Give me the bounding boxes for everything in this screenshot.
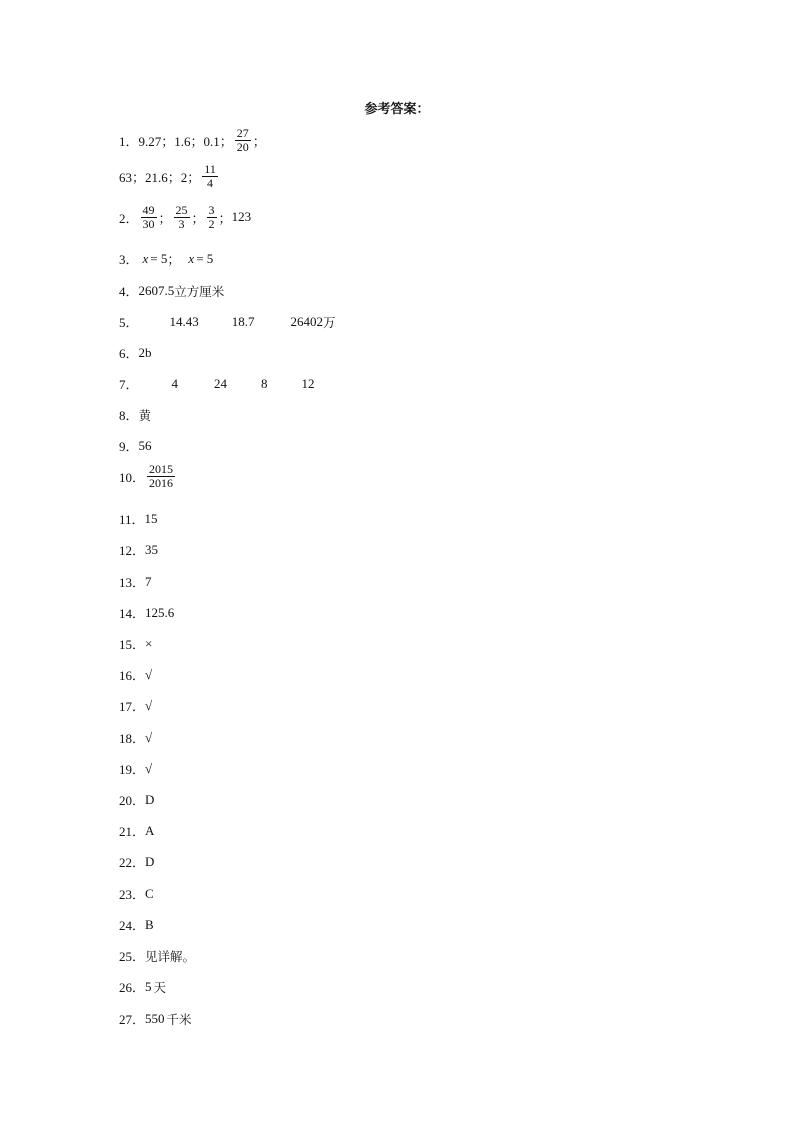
- fraction: [207, 204, 217, 230]
- answer-value: 5: [145, 978, 152, 994]
- answer-13: [119, 572, 152, 591]
- answer-text: A: [145, 822, 155, 838]
- item-number: 21．: [119, 824, 146, 839]
- item-number: 6．: [119, 346, 139, 361]
- answer-17: [119, 696, 152, 715]
- item-number: 7．: [119, 377, 139, 392]
- denominator: 30: [142, 216, 155, 231]
- answer-15: [119, 634, 152, 653]
- variable: x: [142, 250, 149, 266]
- item-number: 9．: [119, 439, 139, 454]
- answer-text: D: [145, 853, 155, 869]
- answer-26: [119, 977, 166, 996]
- fraction: [174, 204, 190, 230]
- answer-1: [119, 127, 266, 153]
- answer-unit: 万: [323, 314, 336, 330]
- denominator: 2016: [149, 475, 174, 490]
- item-number: 11．: [119, 512, 145, 527]
- answer-14: [119, 603, 174, 622]
- answer-3: [119, 249, 213, 268]
- answer-text: 7: [145, 573, 152, 589]
- answer-5: [119, 312, 336, 331]
- numerator: 2015: [149, 462, 174, 476]
- item-number: 2．: [119, 210, 139, 226]
- item-number: 20．: [119, 793, 146, 808]
- answer-value: 8: [261, 375, 268, 391]
- item-number: 4．: [119, 284, 139, 299]
- answer-22: [119, 852, 154, 871]
- numerator: 11: [204, 162, 216, 176]
- numerator: 49: [142, 203, 155, 217]
- denominator: 2: [208, 216, 215, 231]
- numerator: 3: [208, 203, 215, 217]
- answer-value: 4: [171, 375, 179, 391]
- answer-text: 15: [144, 510, 158, 526]
- item-number: 10．: [119, 469, 146, 485]
- equation: = 5: [150, 250, 168, 266]
- numerator: 27: [236, 126, 249, 140]
- item-number: 24．: [119, 918, 146, 933]
- item-number: 1．: [119, 133, 139, 149]
- item-number: 16．: [119, 668, 146, 683]
- answer-text: 2b: [138, 344, 152, 360]
- answer-value: 550: [145, 1010, 165, 1026]
- answer-unit: 天: [153, 979, 167, 995]
- answer-text: 见详解。: [145, 948, 196, 964]
- answer-text: √: [145, 729, 153, 745]
- variable: x: [188, 250, 195, 266]
- item-number: 12．: [119, 543, 146, 558]
- denominator: 3: [178, 216, 185, 231]
- answer-text: D: [145, 791, 155, 807]
- answer-value: 24: [214, 375, 228, 391]
- answer-21: [119, 821, 154, 840]
- answer-text: C: [145, 885, 154, 901]
- answer-9: [119, 436, 152, 455]
- answer-18: [119, 728, 152, 747]
- answer-value: 18.7: [231, 313, 255, 329]
- answer-text: √: [145, 697, 153, 713]
- denominator: 4: [207, 175, 214, 190]
- answer-16: [119, 665, 152, 684]
- item-number: 8．: [119, 408, 139, 423]
- item-number: 15．: [119, 637, 146, 652]
- fraction: [147, 463, 175, 489]
- answer-text: B: [145, 916, 154, 932]
- item-number: 23．: [119, 887, 146, 902]
- answer-text: √: [145, 666, 153, 682]
- item-number: 27．: [119, 1012, 146, 1027]
- answer-27: [119, 1009, 192, 1028]
- answer-24: [119, 915, 154, 934]
- answer-text: 9.27；1.6；0.1；: [138, 133, 233, 149]
- item-number: 14．: [119, 606, 146, 621]
- answer-value: 26402: [290, 313, 324, 329]
- item-number: 26．: [119, 980, 146, 995]
- item-number: 25．: [119, 949, 146, 964]
- answer-1-continued: [119, 163, 220, 189]
- separator: ；: [191, 210, 205, 226]
- answer-10: [119, 463, 177, 489]
- item-number: 17．: [119, 699, 146, 714]
- answer-23: [119, 884, 154, 903]
- numerator: 25: [175, 203, 188, 217]
- fraction: [235, 127, 251, 153]
- fraction: [141, 204, 157, 230]
- answer-8: [119, 405, 151, 424]
- item-number: 22．: [119, 855, 146, 870]
- answer-6: [119, 343, 152, 362]
- separator: ；: [218, 210, 232, 226]
- item-number: 19．: [119, 762, 146, 777]
- answer-7: [119, 374, 315, 393]
- item-number: 5．: [119, 315, 139, 330]
- separator: ；: [167, 252, 181, 267]
- answer-4: [119, 281, 224, 300]
- answer-text: 63；21.6；2；: [119, 169, 201, 185]
- item-number: 3．: [119, 252, 139, 267]
- answer-unit: 立方厘米: [174, 283, 225, 299]
- item-number: 13．: [119, 575, 146, 590]
- answer-11: [119, 509, 158, 528]
- answer-text: 黄: [138, 407, 152, 423]
- answer-text: 123: [231, 209, 252, 225]
- separator: ；: [158, 210, 172, 226]
- answer-unit: 千米: [166, 1011, 192, 1027]
- separator: ；: [252, 133, 266, 149]
- answer-20: [119, 790, 154, 809]
- answer-value: 12: [301, 375, 315, 391]
- item-number: 18．: [119, 731, 146, 746]
- answer-value: 14.43: [169, 313, 199, 329]
- answer-12: [119, 540, 158, 559]
- answer-text: 125.6: [145, 604, 175, 620]
- answer-text: 56: [138, 437, 152, 453]
- answer-value: 2607.5: [138, 282, 175, 298]
- denominator: 20: [236, 139, 249, 154]
- answer-text: √: [145, 760, 153, 776]
- fraction: [202, 163, 218, 189]
- equation: = 5: [196, 250, 214, 266]
- answer-text: ×: [145, 635, 153, 651]
- answer-19: [119, 759, 152, 778]
- answer-2: [119, 204, 251, 230]
- answer-25: [119, 946, 195, 965]
- answer-text: 35: [145, 541, 159, 557]
- page-title: 参考答案：: [364, 102, 430, 117]
